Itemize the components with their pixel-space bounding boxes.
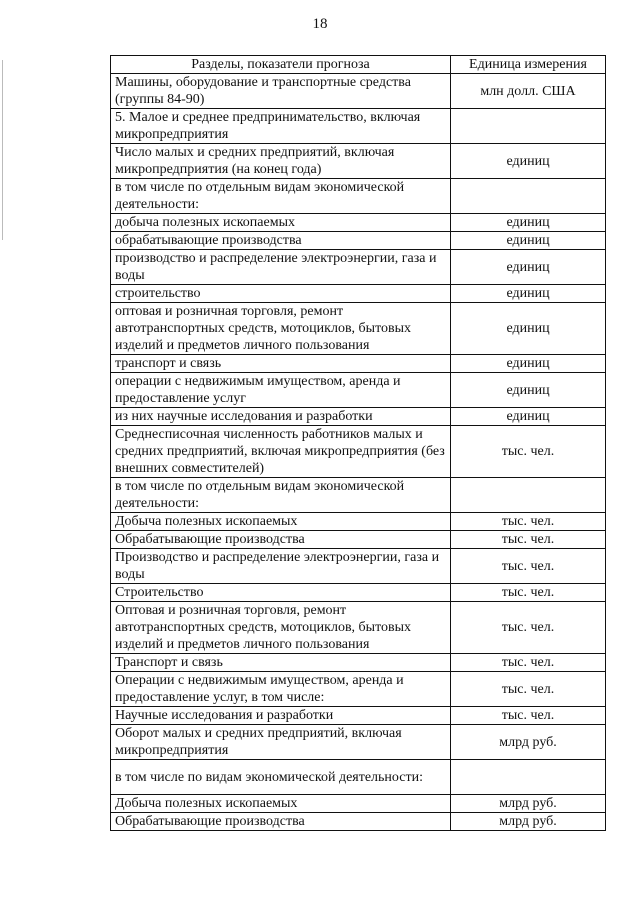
table-row (111, 549, 606, 584)
table-row (111, 478, 606, 513)
indicator-cell: 5. Малое и среднее предпринимательство, включая микропредприятия (111, 109, 451, 144)
indicator-cell: добыча полезных ископаемых (111, 214, 451, 232)
table-row (111, 813, 606, 831)
indicator-cell: Операции с недвижимым имуществом, аренда и предоставление услуг, в том числе: (111, 672, 451, 707)
table-row (111, 179, 606, 214)
table-row (111, 285, 606, 303)
table-row (111, 513, 606, 531)
unit-cell: единиц (451, 285, 606, 303)
indicator-cell: Транспорт и связь (111, 654, 451, 672)
unit-cell: млрд руб. (451, 813, 606, 831)
indicator-cell: Обрабатывающие производства (111, 531, 451, 549)
indicator-cell: Обрабатывающие производства (111, 813, 451, 831)
unit-cell: тыс. чел. (451, 426, 606, 478)
unit-cell: единиц (451, 232, 606, 250)
unit-cell: тыс. чел. (451, 513, 606, 531)
unit-cell: млрд руб. (451, 725, 606, 760)
unit-cell: млрд руб. (451, 795, 606, 813)
table-row (111, 250, 606, 285)
unit-cell: тыс. чел. (451, 549, 606, 584)
unit-cell: млн долл. США (451, 74, 606, 109)
unit-cell: тыс. чел. (451, 672, 606, 707)
unit-cell: тыс. чел. (451, 602, 606, 654)
unit-cell: единиц (451, 250, 606, 285)
indicator-cell: Число малых и средних предприятий, включая микропредприятия (на конец года) (111, 144, 451, 179)
table-row (111, 232, 606, 250)
indicator-cell: в том числе по отдельным видам экономической деятельности: (111, 179, 451, 214)
unit-cell (451, 179, 606, 214)
indicator-cell: строительство (111, 285, 451, 303)
indicator-cell: Строительство (111, 584, 451, 602)
indicator-cell: из них научные исследования и разработки (111, 408, 451, 426)
forecast-table (110, 55, 606, 831)
unit-cell: тыс. чел. (451, 654, 606, 672)
table-row (111, 531, 606, 549)
column-header-indicators: Разделы, показатели прогноза (111, 56, 451, 74)
indicator-cell: операции с недвижимым имуществом, аренда и предоставление услуг (111, 373, 451, 408)
unit-cell: единиц (451, 144, 606, 179)
page-number: 18 (312, 16, 328, 32)
table-row (111, 144, 606, 179)
column-header-unit: Единица измерения (451, 56, 606, 74)
indicator-cell: Научные исследования и разработки (111, 707, 451, 725)
unit-cell (451, 109, 606, 144)
table-row (111, 109, 606, 144)
unit-cell (451, 760, 606, 795)
unit-cell: единиц (451, 303, 606, 355)
indicator-cell: Оптовая и розничная торговля, ремонт автотранспортных средств, мотоциклов, бытовых изделий и предметов личного пользования (111, 602, 451, 654)
indicator-cell: Добыча полезных ископаемых (111, 513, 451, 531)
indicator-cell: оптовая и розничная торговля, ремонт автотранспортных средств, мотоциклов, бытовых изделий и предметов личного пользования (111, 303, 451, 355)
unit-cell: единиц (451, 355, 606, 373)
table-row (111, 654, 606, 672)
indicator-cell: Добыча полезных ископаемых (111, 795, 451, 813)
indicator-cell: производство и распределение электроэнергии, газа и воды (111, 250, 451, 285)
indicator-cell: Машины, оборудование и транспортные средства (группы 84-90) (111, 74, 451, 109)
table-row (111, 355, 606, 373)
indicator-cell: Производство и распределение электроэнергии, газа и воды (111, 549, 451, 584)
table-row (111, 584, 606, 602)
indicator-cell: Среднесписочная численность работников малых и средних предприятий, включая микропредприятия (без внешних совместителей) (111, 426, 451, 478)
unit-cell: тыс. чел. (451, 707, 606, 725)
table-row (111, 408, 606, 426)
unit-cell: единиц (451, 373, 606, 408)
unit-cell: тыс. чел. (451, 584, 606, 602)
unit-cell: единиц (451, 408, 606, 426)
indicator-cell: в том числе по видам экономической деятельности: (111, 760, 451, 795)
indicator-cell: Оборот малых и средних предприятий, включая микропредприятия (111, 725, 451, 760)
table-row (111, 373, 606, 408)
table-row (111, 303, 606, 355)
unit-cell: единиц (451, 214, 606, 232)
table-row (111, 602, 606, 654)
table-row (111, 214, 606, 232)
indicator-cell: в том числе по отдельным видам экономической деятельности: (111, 478, 451, 513)
indicator-cell: обрабатывающие производства (111, 232, 451, 250)
table-row (111, 426, 606, 478)
table-row (111, 672, 606, 707)
table-body (111, 74, 606, 831)
table-header (111, 56, 606, 74)
scan-margin-mark (2, 60, 3, 240)
table-row (111, 725, 606, 760)
unit-cell: тыс. чел. (451, 531, 606, 549)
table-row (111, 795, 606, 813)
table-row (111, 760, 606, 795)
table-row (111, 74, 606, 109)
unit-cell (451, 478, 606, 513)
indicator-cell: транспорт и связь (111, 355, 451, 373)
table-row (111, 707, 606, 725)
